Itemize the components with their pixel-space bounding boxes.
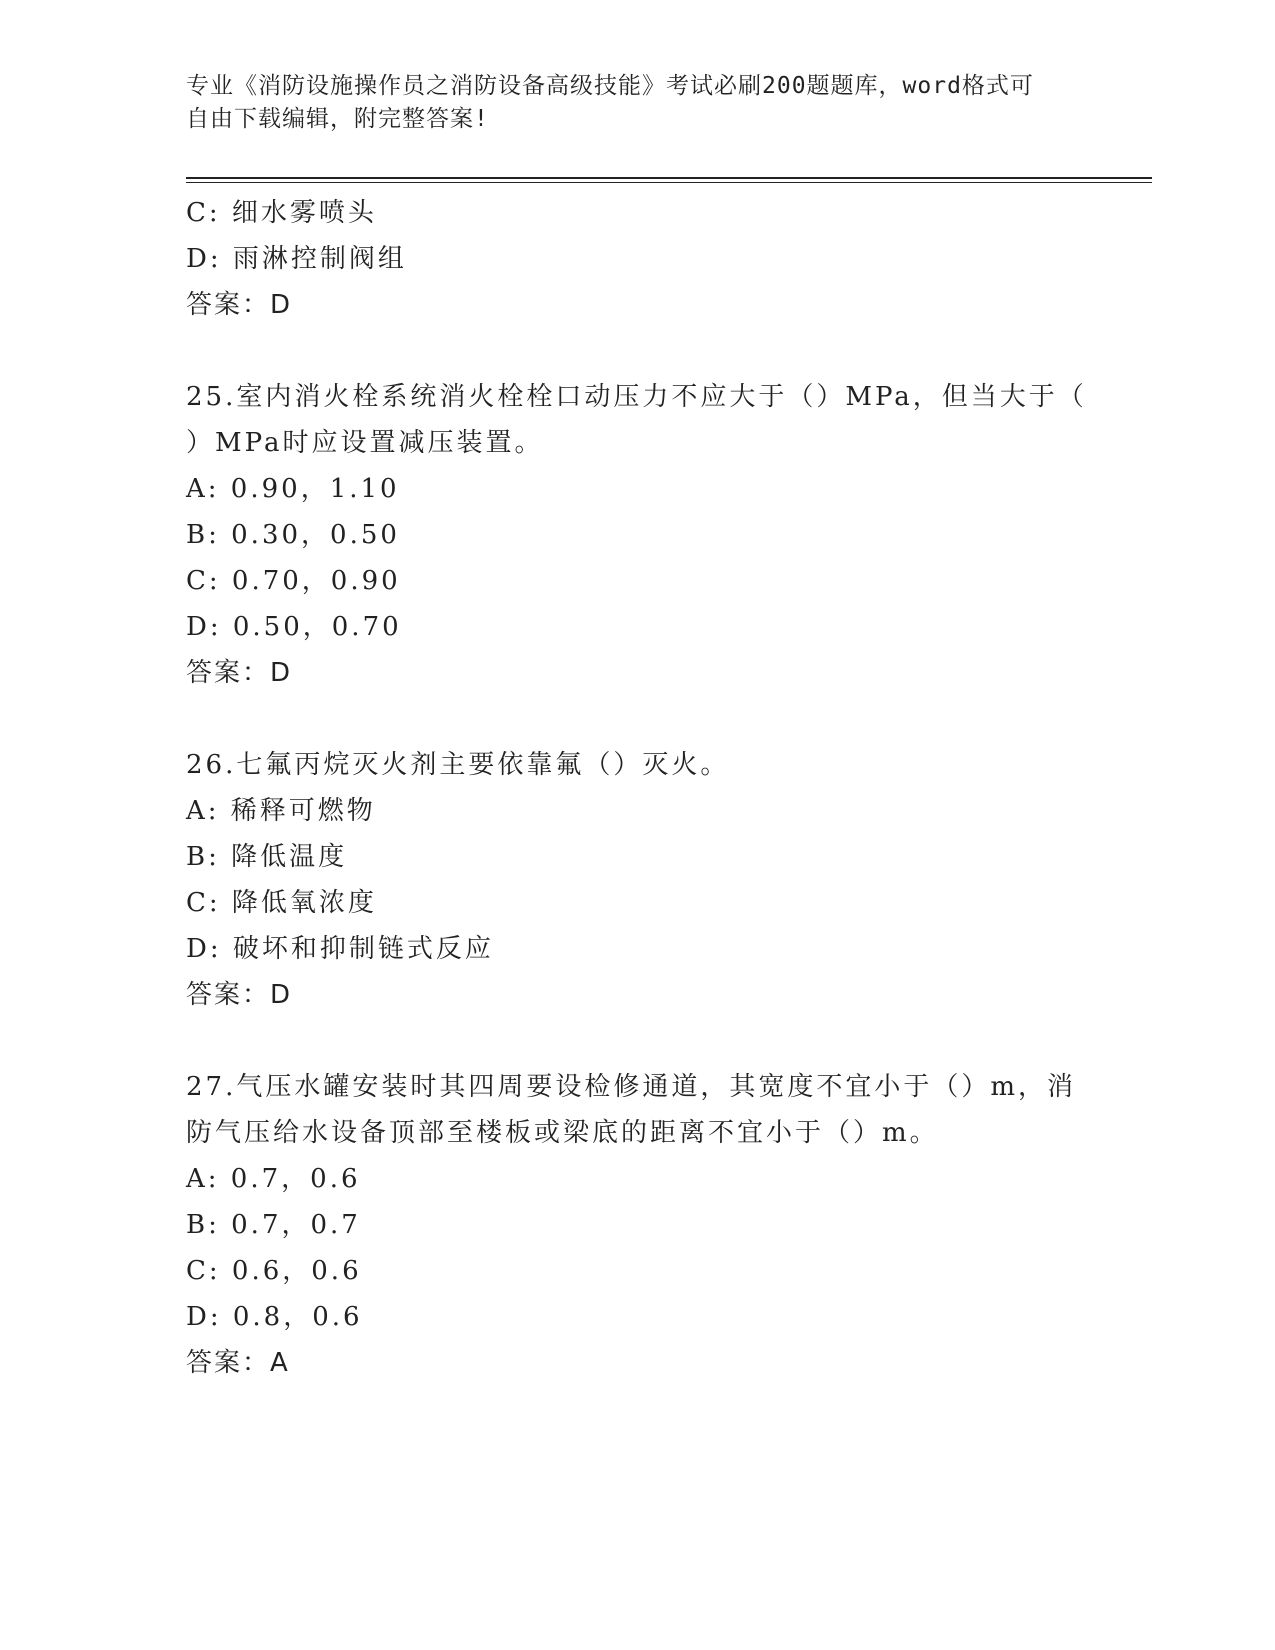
answer-line: 答案：D <box>186 290 293 320</box>
question-stem-line: ）MPa时应设置减压装置。 <box>186 428 544 458</box>
option-b: B: 降低温度 <box>186 842 348 872</box>
document-header <box>186 70 1086 136</box>
option-a: A: 0.90，1.10 <box>186 474 400 504</box>
header-line-2: 自由下载编辑，附完整答案! <box>186 106 489 132</box>
answer-line: 答案：A <box>186 1348 290 1378</box>
header-line-1: 专业《消防设施操作员之消防设备高级技能》考试必刷200题题库，word格式可 <box>186 73 1034 99</box>
option-b: B: 0.30，0.50 <box>186 520 400 550</box>
question-stem-line: 防气压给水设备顶部至楼板或梁底的距离不宜小于（）m。 <box>186 1118 939 1148</box>
option-c: C: 0.70，0.90 <box>186 566 401 596</box>
option-b: B: 0.7，0.7 <box>186 1210 361 1240</box>
question-25 <box>186 374 1086 696</box>
spacer <box>186 1018 1086 1064</box>
option-a: A: 0.7，0.6 <box>186 1164 361 1194</box>
spacer <box>186 696 1086 742</box>
question-26 <box>186 742 1086 1018</box>
option-d: D: 0.8，0.6 <box>186 1302 363 1332</box>
option-d: D: 雨淋控制阀组 <box>186 244 407 274</box>
option-c: C: 0.6，0.6 <box>186 1256 362 1286</box>
option-c: C: 细水雾喷头 <box>186 198 377 228</box>
header-divider-thick <box>186 177 1152 179</box>
question-stem-line: 27.气压水罐安装时其四周要设检修通道，其宽度不宜小于（）m，消 <box>186 1072 1077 1102</box>
answer-line: 答案：D <box>186 980 293 1010</box>
question-continuation <box>186 190 1086 328</box>
option-a: A: 稀释可燃物 <box>186 796 376 826</box>
header-divider-thin <box>186 182 1152 183</box>
answer-line: 答案：D <box>186 658 293 688</box>
option-d: D: 0.50，0.70 <box>186 612 402 642</box>
question-stem-line: 25.室内消火栓系统消火栓栓口动压力不应大于（）MPa，但当大于（ <box>186 382 1087 412</box>
question-content <box>186 190 1086 1386</box>
option-c: C: 降低氧浓度 <box>186 888 377 918</box>
question-27 <box>186 1064 1086 1386</box>
spacer <box>186 328 1086 374</box>
option-d: D: 破坏和抑制链式反应 <box>186 934 494 964</box>
question-stem-line: 26.七氟丙烷灭火剂主要依靠氟（）灭火。 <box>186 750 730 780</box>
